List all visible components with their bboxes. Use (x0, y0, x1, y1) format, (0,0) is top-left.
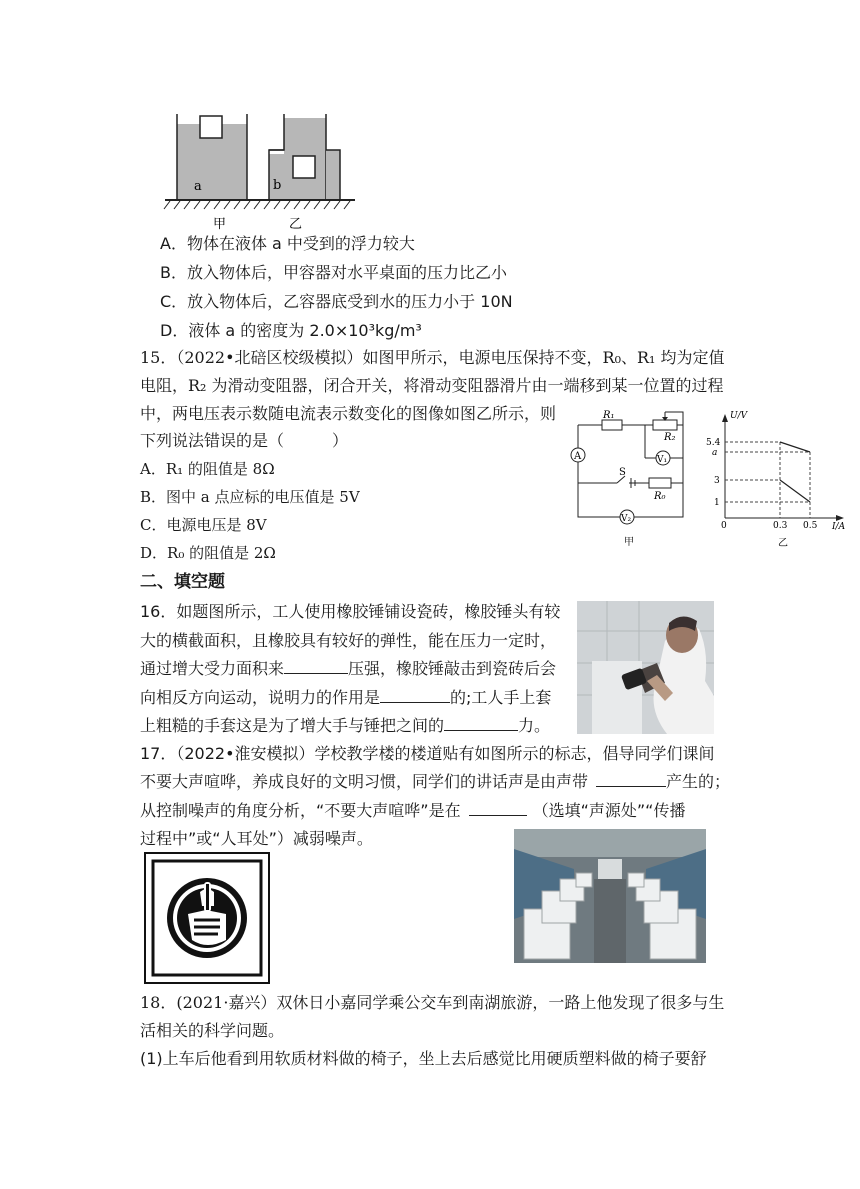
svg-text:A: A (574, 451, 582, 462)
label-b: b (273, 178, 282, 193)
svg-text:V₂: V₂ (621, 514, 632, 524)
ui-graph (700, 406, 852, 554)
circuit-diagram (565, 408, 695, 548)
x-tick: 0.3 (773, 521, 788, 531)
section-title: 二、填空题 (140, 572, 225, 592)
graph-caption: 乙 (778, 538, 788, 549)
x-tick: 0.5 (803, 521, 818, 531)
block-in-a (200, 116, 222, 138)
v1-line (780, 442, 810, 452)
origin-label: 0 (721, 521, 727, 531)
q16-line-3: 通过增大受力面积来 压强，橡胶锤敲击到瓷砖后会 (140, 659, 557, 678)
bus-photo (514, 829, 706, 963)
y-tick: 3 (714, 476, 720, 486)
q17-line-2: 不要大声喧哗，养成良好的文明习惯，同学们的讲话声是由声带 产生的； (140, 772, 731, 791)
rheostat-r2 (653, 420, 677, 430)
q16-line-2: 大的横截面积，且橡胶具有较好的弹性，能在压力一定时， (140, 631, 557, 650)
q17-line-3: 从控制噪声的角度分析，“不要大声喧哗”是在 （选填“声源处”“传播 (140, 801, 686, 820)
q16-line-5: 上粗糙的手套这是为了增大手与锤把之间的 力。 (140, 716, 551, 735)
svg-text:R₂: R₂ (664, 432, 676, 443)
q15-option-a: A．R₁ 的阻值是 8Ω (140, 460, 275, 478)
quiet-sign (144, 852, 270, 984)
blank-1[interactable] (284, 659, 348, 674)
q15-line-1: 15．（2022•北碚区校级模拟）如图甲所示，电源电压保持不变，R₀、R₁ 均为定值 (140, 348, 725, 367)
label-a: a (194, 179, 202, 194)
y-tick: 1 (714, 498, 720, 508)
q18-line-1: 18．(2021·嘉兴）双休日小嘉同学乘公交车到南湖旅游，一路上他发现了很多与生 (140, 993, 725, 1012)
svg-text:R₁: R₁ (603, 410, 615, 421)
y-tick: 5.4 (706, 438, 721, 448)
resistor-r1 (602, 420, 622, 430)
container-figure (160, 112, 360, 234)
blank-3[interactable] (444, 716, 518, 731)
q15-line-2: 电阻，R₂ 为滑动变阻器，闭合开关，将滑动变阻器滑片由一端移到某一位置的过程 (140, 376, 724, 395)
caption-jia: 甲 (213, 217, 227, 232)
q16-line-1: 16．如题图所示，工人使用橡胶锤铺设瓷砖，橡胶锤头有较 (140, 602, 561, 621)
blank-2[interactable] (380, 688, 450, 703)
q18-line-3: (1)上车后他看到用软质材料做的椅子，坐上去后感觉比用硬质塑料做的椅子要舒 (140, 1049, 707, 1068)
q15-line-3: 中，两电压表示数随电流表示数变化的图像如图乙所示，则 (140, 404, 557, 423)
svg-text:S: S (619, 467, 626, 478)
svg-text:V₁: V₁ (657, 455, 668, 465)
q14-option-a: A．物体在液体 a 中受到的浮力较大 (160, 234, 415, 253)
q14-option-c: C．放入物体后，乙容器底受到水的压力小于 10N (160, 292, 513, 311)
resistor-r0 (649, 478, 671, 488)
q18-line-2: 活相关的科学问题。 (140, 1021, 285, 1040)
blank-4[interactable] (596, 772, 666, 787)
q14-option-b: B．放入物体后，甲容器对水平桌面的压力比乙小 (160, 263, 507, 282)
v2-line (780, 480, 810, 502)
worker-photo (577, 601, 714, 734)
svg-text:R₀: R₀ (654, 491, 666, 502)
caption-yi: 乙 (289, 217, 303, 232)
blank-5[interactable] (469, 801, 527, 816)
x-axis-label: I/A (832, 522, 846, 532)
q15-option-d: D．R₀ 的阻值是 2Ω (140, 544, 276, 562)
q17-line-1: 17．（2022•淮安模拟）学校教学楼的楼道贴有如图所示的标志，倡导同学们课间 (140, 744, 715, 763)
q15-line-4: 下列说法错误的是（ ） (140, 431, 349, 450)
y-tick: a (712, 448, 718, 458)
q15-option-b: B．图中 a 点应标的电压值是 5V (140, 488, 360, 506)
q15-option-c: C．电源电压是 8V (140, 516, 267, 534)
q14-option-d: D．液体 a 的密度为 2.0×10³kg/m³ (160, 321, 422, 340)
q17-line-4: 过程中”或“人耳处”）减弱噪声。 (140, 829, 373, 848)
q16-line-4: 向相反方向运动，说明力的作用是 的;工人手上套 (140, 688, 552, 707)
y-axis-label: U/V (730, 411, 748, 421)
block-in-b (293, 156, 315, 178)
circuit-caption: 甲 (624, 537, 634, 548)
